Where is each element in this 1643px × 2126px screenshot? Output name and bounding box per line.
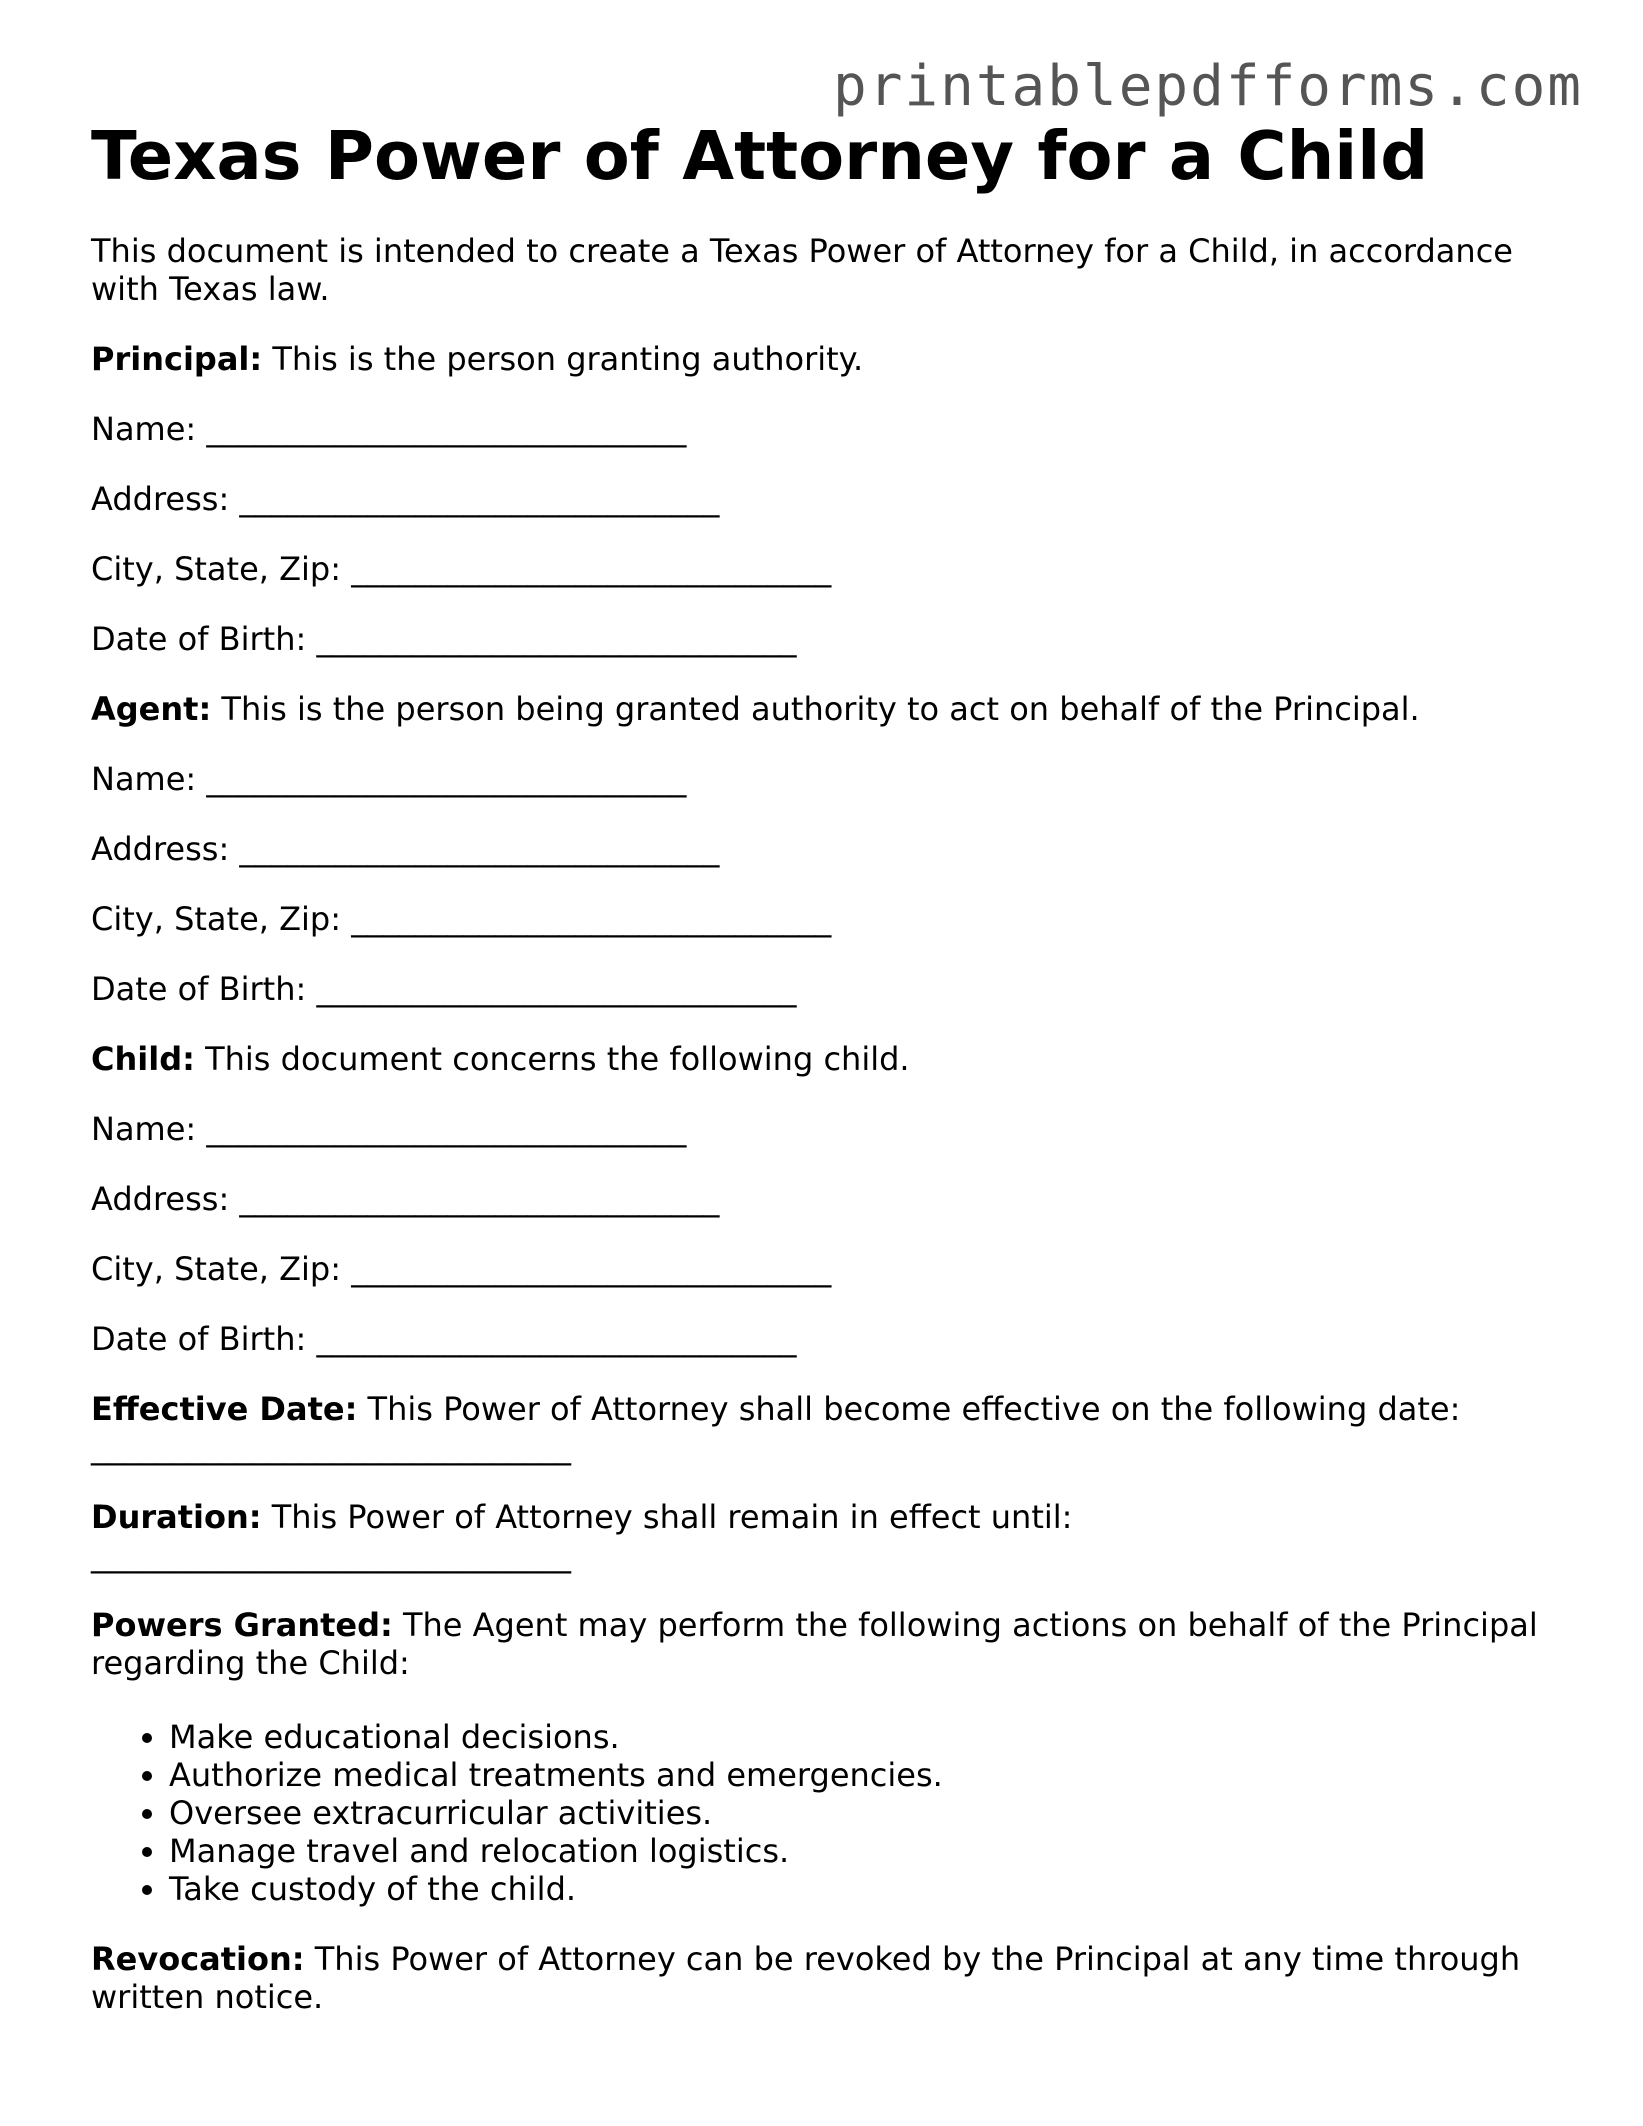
agent-name-field[interactable] bbox=[91, 760, 1571, 798]
list-item: • Manage travel and relocation logistics. bbox=[169, 1832, 1571, 1870]
document-page bbox=[91, 116, 1571, 2016]
child-address-field[interactable] bbox=[91, 1180, 1571, 1218]
field-label: City, State, Zip: bbox=[91, 550, 342, 588]
agent-description: This is the person being granted authority to act on behalf of the Principal. bbox=[221, 690, 1420, 728]
fill-blank[interactable]: ______________________________ bbox=[239, 1180, 720, 1218]
list-item: • Authorize medical treatments and emergencies. bbox=[169, 1756, 1571, 1794]
intro-paragraph: This document is intended to create a Texas Power of Attorney for a Child, in accordance with Texas law. bbox=[91, 232, 1513, 308]
fill-blank[interactable]: ______________________________ bbox=[351, 550, 832, 588]
list-item: • Take custody of the child. bbox=[169, 1870, 1571, 1908]
principal-address-field[interactable] bbox=[91, 480, 1571, 518]
duration-section bbox=[91, 1498, 1571, 1574]
effective-date-blank[interactable]: ______________________________ bbox=[91, 1428, 571, 1466]
agent-address-field[interactable] bbox=[91, 830, 1571, 868]
revocation-heading: Revocation: bbox=[91, 1940, 305, 1978]
fill-blank[interactable]: ______________________________ bbox=[206, 410, 687, 448]
child-section bbox=[91, 1040, 1571, 1078]
powers-section bbox=[91, 1606, 1571, 1682]
effective-date-heading: Effective Date: bbox=[91, 1390, 358, 1428]
child-city-field[interactable] bbox=[91, 1250, 1571, 1288]
duration-blank[interactable]: ______________________________ bbox=[91, 1536, 571, 1574]
powers-description: The Agent may perform the following actions on behalf of the Principal regarding the Child: bbox=[91, 1606, 1538, 1682]
duration-description: This Power of Attorney shall remain in effect until: bbox=[271, 1498, 1073, 1536]
revocation-section bbox=[91, 1940, 1571, 2016]
child-description: This document concerns the following child. bbox=[205, 1040, 910, 1078]
principal-name-field[interactable] bbox=[91, 410, 1571, 448]
field-label: City, State, Zip: bbox=[91, 1250, 342, 1288]
document-title: Texas Power of Attorney for a Child bbox=[91, 117, 1429, 195]
field-label: Date of Birth: bbox=[91, 620, 307, 658]
field-label: Address: bbox=[91, 830, 230, 868]
principal-dob-field[interactable] bbox=[91, 620, 1571, 658]
fill-blank[interactable]: ______________________________ bbox=[206, 760, 687, 798]
principal-heading: Principal: bbox=[91, 340, 263, 378]
agent-dob-field[interactable] bbox=[91, 970, 1571, 1008]
effective-date-description: This Power of Attorney shall become effective on the following date: bbox=[367, 1390, 1461, 1428]
field-label: City, State, Zip: bbox=[91, 900, 342, 938]
fill-blank[interactable]: ______________________________ bbox=[351, 900, 832, 938]
child-dob-field[interactable] bbox=[91, 1320, 1571, 1358]
duration-heading: Duration: bbox=[91, 1498, 262, 1536]
powers-heading: Powers Granted: bbox=[91, 1606, 393, 1644]
fill-blank[interactable]: ______________________________ bbox=[239, 830, 720, 868]
fill-blank[interactable]: ______________________________ bbox=[206, 1110, 687, 1148]
field-label: Date of Birth: bbox=[91, 970, 307, 1008]
field-label: Name: bbox=[91, 410, 197, 448]
agent-section bbox=[91, 690, 1571, 728]
field-label: Address: bbox=[91, 1180, 230, 1218]
fill-blank[interactable]: ______________________________ bbox=[351, 1250, 832, 1288]
field-label: Name: bbox=[91, 760, 197, 798]
principal-city-field[interactable] bbox=[91, 550, 1571, 588]
child-heading: Child: bbox=[91, 1040, 195, 1078]
fill-blank[interactable]: ______________________________ bbox=[316, 1320, 797, 1358]
field-label: Date of Birth: bbox=[91, 1320, 307, 1358]
effective-date-section bbox=[91, 1390, 1571, 1466]
agent-city-field[interactable] bbox=[91, 900, 1571, 938]
watermark: printablepdfforms.com bbox=[832, 54, 1583, 119]
fill-blank[interactable]: ______________________________ bbox=[316, 970, 797, 1008]
list-item: • Make educational decisions. bbox=[169, 1718, 1571, 1756]
revocation-description: This Power of Attorney can be revoked by the Principal at any time through written notice. bbox=[91, 1940, 1521, 2016]
agent-heading: Agent: bbox=[91, 690, 212, 728]
principal-section bbox=[91, 340, 1571, 378]
child-name-field[interactable] bbox=[91, 1110, 1571, 1148]
powers-list bbox=[91, 1718, 1571, 1908]
field-label: Name: bbox=[91, 1110, 197, 1148]
principal-description: This is the person granting authority. bbox=[272, 340, 864, 378]
fill-blank[interactable]: ______________________________ bbox=[316, 620, 797, 658]
fill-blank[interactable]: ______________________________ bbox=[239, 480, 720, 518]
field-label: Address: bbox=[91, 480, 230, 518]
list-item: • Oversee extracurricular activities. bbox=[169, 1794, 1571, 1832]
